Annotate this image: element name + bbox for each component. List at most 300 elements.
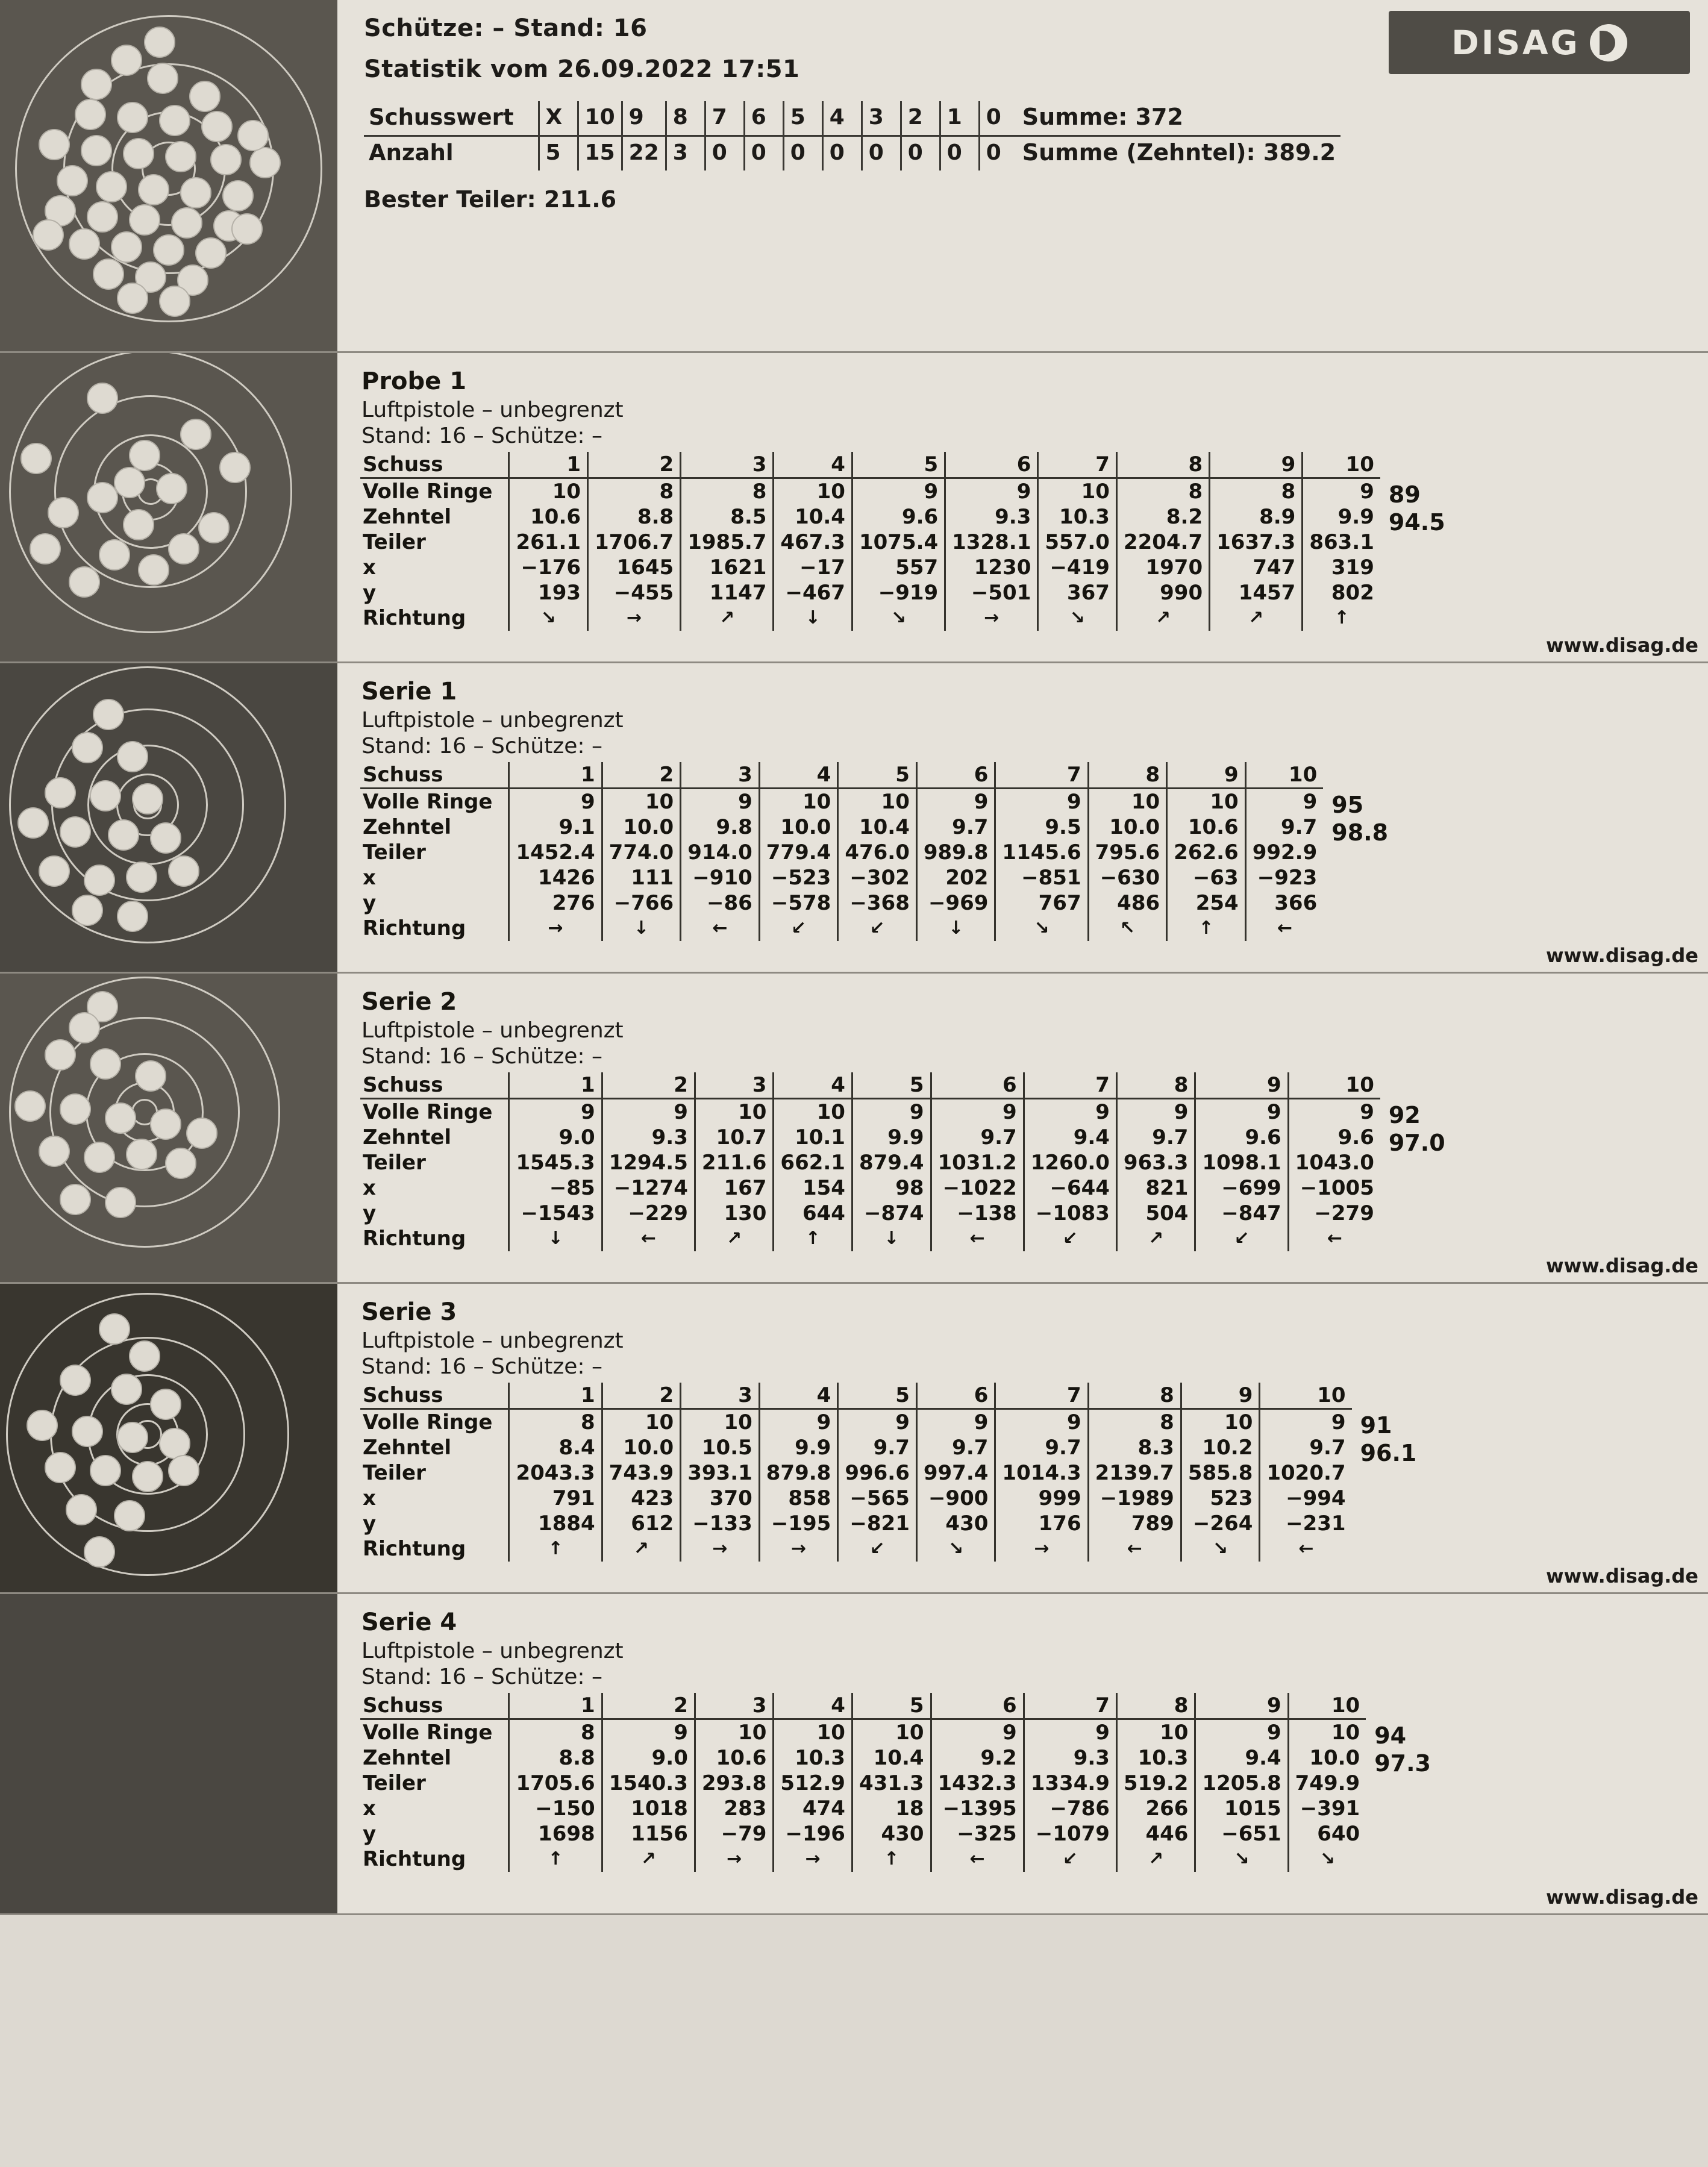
cell-y-coord-1: 276 bbox=[509, 890, 602, 916]
bullet-hole bbox=[81, 135, 112, 166]
bullet-hole bbox=[60, 1365, 91, 1396]
cell-teiler-7: 1145.6 bbox=[995, 840, 1088, 865]
cell-volle-ringe-8: 8 bbox=[1116, 478, 1209, 505]
cell-x-coord-5: −302 bbox=[838, 865, 917, 890]
cell-zehntel-10: 9.6 bbox=[1288, 1125, 1380, 1150]
cell-zehntel-4: 10.0 bbox=[759, 815, 838, 840]
cell-teiler-9: 262.6 bbox=[1167, 840, 1246, 865]
cell-zehntel-7: 9.7 bbox=[995, 1435, 1088, 1460]
schusswert-3: 8 bbox=[666, 101, 705, 136]
row-label-y-coord: y bbox=[363, 581, 377, 605]
cell-richtung-9: ↑ bbox=[1167, 916, 1246, 941]
cell-zehntel-3: 8.5 bbox=[681, 504, 774, 530]
cell-zehntel-1: 8.4 bbox=[509, 1435, 602, 1460]
cell-shot-number-1: 1 bbox=[509, 1693, 602, 1719]
anzahl-8: 0 bbox=[862, 136, 901, 171]
row-label-zehntel: Zehntel bbox=[363, 815, 452, 839]
cell-teiler-9: 1637.3 bbox=[1210, 530, 1303, 555]
series-sum-zehntel: 94.5 bbox=[1388, 509, 1445, 536]
cell-shot-number-4: 4 bbox=[759, 1383, 838, 1409]
cell-x-coord-8: 266 bbox=[1116, 1796, 1195, 1821]
cell-y-coord-6: −969 bbox=[916, 890, 995, 916]
row-label-y-coord: y bbox=[363, 891, 377, 915]
series-title: Serie 4 bbox=[361, 1609, 457, 1636]
cell-x-coord-7: −851 bbox=[995, 865, 1088, 890]
cell-y-coord-7: −1079 bbox=[1024, 1821, 1116, 1846]
cell-teiler-5: 879.4 bbox=[852, 1150, 931, 1175]
cell-x-coord-4: 474 bbox=[774, 1796, 852, 1821]
cell-y-coord-3: −86 bbox=[681, 890, 760, 916]
cell-zehntel-10: 10.0 bbox=[1288, 1745, 1366, 1771]
row-label-y-coord: y bbox=[363, 1822, 377, 1846]
bullet-hole bbox=[114, 1500, 145, 1531]
cell-x-coord-4: −17 bbox=[774, 555, 852, 580]
cell-teiler-1: 1705.6 bbox=[509, 1771, 602, 1796]
anzahl-5: 0 bbox=[744, 136, 783, 171]
cell-richtung-2: ↗ bbox=[602, 1536, 681, 1562]
series-title: Serie 1 bbox=[361, 678, 457, 705]
anzahl-10: 0 bbox=[940, 136, 979, 171]
row-label-y-coord: y bbox=[363, 1512, 377, 1536]
bullet-hole bbox=[123, 138, 154, 169]
cell-x-coord-10: −391 bbox=[1288, 1796, 1366, 1821]
bullet-hole bbox=[81, 69, 112, 100]
cell-richtung-10: ↑ bbox=[1303, 605, 1380, 631]
cell-richtung-2: ← bbox=[602, 1226, 695, 1251]
cell-shot-number-8: 8 bbox=[1116, 452, 1209, 478]
cell-x-coord-1: −85 bbox=[509, 1175, 602, 1201]
cell-y-coord-9: −847 bbox=[1195, 1201, 1288, 1226]
cell-x-coord-5: −565 bbox=[838, 1486, 917, 1511]
cell-volle-ringe-1: 9 bbox=[509, 789, 602, 815]
bullet-hole bbox=[72, 895, 103, 926]
table-row bbox=[360, 1125, 1380, 1150]
cell-volle-ringe-4: 9 bbox=[759, 1409, 838, 1436]
bullet-hole bbox=[150, 1109, 181, 1140]
series-info bbox=[337, 974, 1708, 1282]
cell-x-coord-4: −523 bbox=[759, 865, 838, 890]
cell-x-coord-8: 1970 bbox=[1116, 555, 1209, 580]
website-text: www.disag.de bbox=[1546, 1886, 1698, 1909]
bullet-hole bbox=[17, 807, 49, 839]
cell-teiler-5: 476.0 bbox=[838, 840, 917, 865]
bullet-hole bbox=[111, 45, 142, 76]
cell-richtung-7: ↙ bbox=[1024, 1226, 1116, 1251]
cell-volle-ringe-1: 10 bbox=[509, 478, 588, 505]
cell-teiler-6: 1328.1 bbox=[945, 530, 1038, 555]
row-label-teiler: Teiler bbox=[363, 840, 426, 865]
cell-volle-ringe-5: 10 bbox=[852, 1719, 931, 1746]
cell-volle-ringe-9: 8 bbox=[1210, 478, 1303, 505]
cell-volle-ringe-2: 10 bbox=[602, 789, 681, 815]
cell-volle-ringe-2: 9 bbox=[602, 1719, 695, 1746]
table-row bbox=[360, 452, 1380, 478]
cell-shot-number-1: 1 bbox=[509, 1072, 602, 1099]
schusswert-5: 6 bbox=[744, 101, 783, 136]
cell-richtung-9: ↘ bbox=[1195, 1846, 1288, 1872]
cell-zehntel-4: 10.3 bbox=[774, 1745, 852, 1771]
cell-shot-number-7: 7 bbox=[995, 762, 1088, 789]
cell-zehntel-4: 9.9 bbox=[759, 1435, 838, 1460]
cell-zehntel-5: 9.9 bbox=[852, 1125, 931, 1150]
bullet-hole bbox=[30, 533, 61, 564]
cell-y-coord-5: −874 bbox=[852, 1201, 931, 1226]
cell-shot-number-4: 4 bbox=[759, 762, 838, 789]
bullet-hole bbox=[249, 147, 281, 178]
cell-volle-ringe-4: 10 bbox=[774, 478, 852, 505]
cell-y-coord-6: −325 bbox=[931, 1821, 1024, 1846]
series-stand: Stand: 16 – Schütze: – bbox=[361, 1044, 602, 1069]
cell-volle-ringe-9: 10 bbox=[1181, 1409, 1260, 1436]
cell-x-coord-6: −1022 bbox=[931, 1175, 1024, 1201]
cell-volle-ringe-3: 9 bbox=[681, 789, 760, 815]
cell-zehntel-6: 9.7 bbox=[916, 1435, 995, 1460]
cell-x-coord-8: 821 bbox=[1116, 1175, 1195, 1201]
cell-teiler-2: 1706.7 bbox=[588, 530, 681, 555]
bullet-hole bbox=[144, 27, 175, 58]
cell-teiler-7: 1260.0 bbox=[1024, 1150, 1116, 1175]
cell-zehntel-10: 9.9 bbox=[1303, 504, 1380, 530]
cell-teiler-9: 1205.8 bbox=[1195, 1771, 1288, 1796]
cell-shot-number-1: 1 bbox=[509, 1383, 602, 1409]
bullet-hole bbox=[123, 509, 154, 540]
cell-y-coord-6: 430 bbox=[916, 1511, 995, 1536]
cell-richtung-1: ↑ bbox=[509, 1536, 602, 1562]
table-row bbox=[360, 815, 1323, 840]
cell-volle-ringe-7: 9 bbox=[995, 1409, 1088, 1436]
table-row bbox=[364, 101, 1340, 136]
table-row bbox=[364, 136, 1340, 171]
series-band bbox=[0, 1284, 1708, 1594]
row-label-shot-number: Schuss bbox=[360, 452, 509, 478]
cell-volle-ringe-10: 10 bbox=[1288, 1719, 1366, 1746]
cell-teiler-10: 992.9 bbox=[1245, 840, 1323, 865]
bullet-hole bbox=[135, 1060, 166, 1092]
table-row bbox=[360, 1511, 1352, 1536]
cell-zehntel-3: 10.5 bbox=[681, 1435, 760, 1460]
cell-volle-ringe-9: 9 bbox=[1195, 1099, 1288, 1125]
cell-shot-number-10: 10 bbox=[1260, 1383, 1352, 1409]
cell-volle-ringe-7: 9 bbox=[995, 789, 1088, 815]
row-label-zehntel: Zehntel bbox=[363, 1125, 452, 1149]
bullet-hole bbox=[20, 443, 52, 474]
schusswert-8: 3 bbox=[862, 101, 901, 136]
cell-x-coord-9: 747 bbox=[1210, 555, 1303, 580]
series-sum-ringe: 92 bbox=[1388, 1102, 1421, 1128]
anzahl-11: 0 bbox=[979, 136, 1018, 171]
cell-volle-ringe-5: 10 bbox=[838, 789, 917, 815]
bullet-hole bbox=[165, 1148, 196, 1179]
table-row bbox=[360, 789, 1323, 815]
cell-zehntel-2: 9.3 bbox=[602, 1125, 695, 1150]
schusswert-0: X bbox=[539, 101, 578, 136]
table-row bbox=[360, 1201, 1380, 1226]
cell-teiler-7: 557.0 bbox=[1038, 530, 1117, 555]
bullet-hole bbox=[168, 855, 199, 887]
series-stand: Stand: 16 – Schütze: – bbox=[361, 734, 602, 758]
cell-volle-ringe-10: 9 bbox=[1260, 1409, 1352, 1436]
cell-shot-number-3: 3 bbox=[681, 1383, 760, 1409]
cell-shot-number-6: 6 bbox=[916, 1383, 995, 1409]
table-row bbox=[360, 1846, 1366, 1872]
bullet-hole bbox=[159, 105, 190, 136]
cell-x-coord-4: 858 bbox=[759, 1486, 838, 1511]
cell-volle-ringe-4: 10 bbox=[774, 1719, 852, 1746]
cell-zehntel-5: 9.6 bbox=[852, 504, 945, 530]
cell-shot-number-2: 2 bbox=[602, 1693, 695, 1719]
schusswert-11: 0 bbox=[979, 101, 1018, 136]
series-band bbox=[0, 663, 1708, 974]
cell-richtung-1: ↓ bbox=[509, 1226, 602, 1251]
series-info bbox=[337, 1594, 1708, 1913]
cell-shot-number-2: 2 bbox=[588, 452, 681, 478]
bullet-hole bbox=[147, 63, 178, 94]
cell-y-coord-5: −368 bbox=[838, 890, 917, 916]
cell-zehntel-7: 9.4 bbox=[1024, 1125, 1116, 1150]
anzahl-1: 15 bbox=[578, 136, 622, 171]
cell-x-coord-3: −910 bbox=[681, 865, 760, 890]
cell-y-coord-7: 176 bbox=[995, 1511, 1088, 1536]
cell-y-coord-3: −79 bbox=[695, 1821, 774, 1846]
cell-y-coord-8: 486 bbox=[1088, 890, 1167, 916]
cell-zehntel-10: 9.7 bbox=[1260, 1435, 1352, 1460]
cell-teiler-5: 996.6 bbox=[838, 1460, 917, 1486]
cell-zehntel-8: 10.0 bbox=[1088, 815, 1167, 840]
cell-richtung-9: ↘ bbox=[1181, 1536, 1260, 1562]
cell-x-coord-6: 202 bbox=[916, 865, 995, 890]
table-row bbox=[360, 1435, 1352, 1460]
cell-zehntel-3: 10.7 bbox=[695, 1125, 774, 1150]
table-row bbox=[360, 605, 1380, 631]
cell-volle-ringe-6: 9 bbox=[916, 1409, 995, 1436]
row-label-volle-ringe: Volle Ringe bbox=[363, 480, 493, 504]
bullet-hole bbox=[108, 819, 139, 851]
cell-zehntel-9: 10.2 bbox=[1181, 1435, 1260, 1460]
cell-richtung-3: ↗ bbox=[695, 1226, 774, 1251]
series-shot-table bbox=[360, 452, 1380, 631]
row-label-volle-ringe: Volle Ringe bbox=[363, 1100, 493, 1124]
schusswert-9: 2 bbox=[901, 101, 940, 136]
bullet-hole bbox=[168, 533, 199, 564]
row-label-teiler: Teiler bbox=[363, 530, 426, 554]
cell-y-coord-4: −196 bbox=[774, 1821, 852, 1846]
bullet-hole bbox=[90, 1048, 121, 1080]
cell-teiler-7: 1014.3 bbox=[995, 1460, 1088, 1486]
table-row bbox=[360, 890, 1323, 916]
cell-richtung-6: ← bbox=[931, 1226, 1024, 1251]
cell-shot-number-9: 9 bbox=[1210, 452, 1303, 478]
cell-shot-number-6: 6 bbox=[931, 1072, 1024, 1099]
cell-richtung-6: ↘ bbox=[916, 1536, 995, 1562]
series-discipline: Luftpistole – unbegrenzt bbox=[361, 1018, 624, 1043]
table-row bbox=[360, 762, 1323, 789]
bullet-hole bbox=[156, 473, 187, 504]
cell-teiler-4: 662.1 bbox=[774, 1150, 852, 1175]
cell-volle-ringe-1: 9 bbox=[509, 1099, 602, 1125]
cell-zehntel-2: 8.8 bbox=[588, 504, 681, 530]
cell-richtung-9: ↙ bbox=[1195, 1226, 1288, 1251]
cell-y-coord-4: −195 bbox=[759, 1511, 838, 1536]
row-label-volle-ringe: Volle Ringe bbox=[363, 790, 493, 814]
row-label-richtung: Richtung bbox=[363, 916, 466, 940]
cell-teiler-3: 211.6 bbox=[695, 1150, 774, 1175]
cell-volle-ringe-10: 9 bbox=[1245, 789, 1323, 815]
bullet-hole bbox=[219, 452, 251, 483]
cell-y-coord-7: 767 bbox=[995, 890, 1088, 916]
cell-volle-ringe-5: 9 bbox=[852, 478, 945, 505]
bullet-hole bbox=[72, 732, 103, 763]
bullet-hole bbox=[45, 1039, 76, 1071]
bullet-hole bbox=[90, 780, 121, 811]
cell-richtung-2: → bbox=[588, 605, 681, 631]
series-info bbox=[337, 353, 1708, 661]
anzahl-7: 0 bbox=[822, 136, 862, 171]
cell-richtung-7: → bbox=[995, 1536, 1088, 1562]
cell-shot-number-6: 6 bbox=[931, 1693, 1024, 1719]
series-sum-ringe: 89 bbox=[1388, 481, 1421, 508]
cell-y-coord-9: −651 bbox=[1195, 1821, 1288, 1846]
bullet-hole bbox=[138, 174, 169, 205]
row-label-volle-ringe: Volle Ringe bbox=[363, 1410, 493, 1434]
series-totals bbox=[1389, 452, 1445, 536]
series-title: Serie 2 bbox=[361, 988, 457, 1016]
anzahl-2: 22 bbox=[622, 136, 666, 171]
series-sum-ringe: 94 bbox=[1374, 1722, 1407, 1749]
series-sum-zehntel: 97.0 bbox=[1388, 1130, 1445, 1156]
bester-teiler: Bester Teiler: 211.6 bbox=[364, 186, 617, 213]
table-row bbox=[360, 1796, 1366, 1821]
bullet-hole bbox=[33, 219, 64, 251]
cell-y-coord-9: 1457 bbox=[1210, 580, 1303, 605]
cell-volle-ringe-8: 10 bbox=[1088, 789, 1167, 815]
cell-volle-ringe-9: 10 bbox=[1167, 789, 1246, 815]
cell-richtung-7: ↘ bbox=[1038, 605, 1117, 631]
cell-teiler-7: 1334.9 bbox=[1024, 1771, 1116, 1796]
table-row bbox=[360, 916, 1323, 941]
bullet-hole bbox=[111, 1374, 142, 1405]
cell-zehntel-9: 9.4 bbox=[1195, 1745, 1288, 1771]
table-row bbox=[360, 865, 1323, 890]
series-totals bbox=[1374, 1693, 1431, 1777]
bullet-hole bbox=[168, 1455, 199, 1486]
summary-target-image bbox=[0, 0, 337, 351]
cell-y-coord-4: −467 bbox=[774, 580, 852, 605]
series-info bbox=[337, 1284, 1708, 1592]
series-shot-table bbox=[360, 762, 1323, 941]
cell-teiler-3: 393.1 bbox=[681, 1460, 760, 1486]
cell-shot-number-7: 7 bbox=[1024, 1693, 1116, 1719]
cell-zehntel-2: 9.0 bbox=[602, 1745, 695, 1771]
series-title: Serie 3 bbox=[361, 1298, 457, 1326]
cell-y-coord-8: 446 bbox=[1116, 1821, 1195, 1846]
bullet-hole bbox=[72, 1416, 103, 1447]
row-label-zehntel: Zehntel bbox=[363, 1746, 452, 1770]
cell-shot-number-2: 2 bbox=[602, 762, 681, 789]
row-label-shot-number: Schuss bbox=[360, 1072, 509, 1099]
cell-volle-ringe-10: 9 bbox=[1288, 1099, 1380, 1125]
row-label-volle-ringe: Volle Ringe bbox=[363, 1721, 493, 1745]
cell-richtung-6: → bbox=[945, 605, 1038, 631]
series-sum-zehntel: 97.3 bbox=[1374, 1750, 1431, 1777]
bullet-hole bbox=[45, 777, 76, 808]
series-totals bbox=[1389, 1072, 1445, 1157]
cell-richtung-3: → bbox=[695, 1846, 774, 1872]
cell-y-coord-8: 504 bbox=[1116, 1201, 1195, 1226]
bullet-hole bbox=[87, 482, 118, 513]
cell-shot-number-10: 10 bbox=[1288, 1693, 1366, 1719]
cell-x-coord-10: 319 bbox=[1303, 555, 1380, 580]
row-label-x-coord: x bbox=[363, 866, 376, 890]
cell-volle-ringe-8: 9 bbox=[1116, 1099, 1195, 1125]
schusswert-6: 5 bbox=[783, 101, 822, 136]
bullet-hole bbox=[126, 1139, 157, 1170]
series-target-image bbox=[0, 1594, 337, 1913]
cell-richtung-2: ↓ bbox=[602, 916, 681, 941]
cell-y-coord-5: −919 bbox=[852, 580, 945, 605]
disag-logo-text: DISAG bbox=[1451, 23, 1580, 62]
row-label-teiler: Teiler bbox=[363, 1151, 426, 1175]
bullet-hole bbox=[180, 419, 211, 450]
bullet-hole bbox=[60, 816, 91, 848]
table-row bbox=[360, 1486, 1352, 1511]
cell-richtung-10: ← bbox=[1288, 1226, 1380, 1251]
cell-y-coord-3: 1147 bbox=[681, 580, 774, 605]
cell-y-coord-1: −1543 bbox=[509, 1201, 602, 1226]
cell-x-coord-7: −644 bbox=[1024, 1175, 1116, 1201]
cell-teiler-3: 914.0 bbox=[681, 840, 760, 865]
series-band bbox=[0, 1594, 1708, 1915]
bullet-hole bbox=[69, 566, 100, 598]
series-stand: Stand: 16 – Schütze: – bbox=[361, 1354, 602, 1379]
cell-volle-ringe-10: 9 bbox=[1303, 478, 1380, 505]
bullet-hole bbox=[195, 237, 227, 269]
cell-y-coord-7: −1083 bbox=[1024, 1201, 1116, 1226]
cell-volle-ringe-3: 10 bbox=[695, 1099, 774, 1125]
table-row bbox=[360, 504, 1380, 530]
cell-teiler-2: 1540.3 bbox=[602, 1771, 695, 1796]
cell-x-coord-3: 283 bbox=[695, 1796, 774, 1821]
cell-shot-number-8: 8 bbox=[1088, 1383, 1181, 1409]
series-target-image bbox=[0, 353, 337, 661]
bullet-hole bbox=[87, 201, 118, 233]
cell-teiler-5: 1075.4 bbox=[852, 530, 945, 555]
series-shot-table bbox=[360, 1072, 1380, 1251]
cell-volle-ringe-2: 9 bbox=[602, 1099, 695, 1125]
cell-x-coord-2: 423 bbox=[602, 1486, 681, 1511]
bullet-hole bbox=[210, 144, 242, 175]
series-shot-table bbox=[360, 1693, 1366, 1872]
cell-x-coord-7: 999 bbox=[995, 1486, 1088, 1511]
table-row bbox=[360, 1150, 1380, 1175]
table-row bbox=[360, 1693, 1366, 1719]
cell-x-coord-8: −1989 bbox=[1088, 1486, 1181, 1511]
row-label-teiler: Teiler bbox=[363, 1771, 426, 1795]
cell-teiler-6: 1432.3 bbox=[931, 1771, 1024, 1796]
row-label-teiler: Teiler bbox=[363, 1461, 426, 1485]
cell-x-coord-3: 370 bbox=[681, 1486, 760, 1511]
cell-teiler-8: 963.3 bbox=[1116, 1150, 1195, 1175]
cell-zehntel-6: 9.2 bbox=[931, 1745, 1024, 1771]
anzahl-9: 0 bbox=[901, 136, 940, 171]
series-sum-ringe: 91 bbox=[1360, 1412, 1392, 1439]
series-target-image bbox=[0, 974, 337, 1282]
bullet-hole bbox=[171, 207, 202, 239]
bullet-hole bbox=[105, 1102, 136, 1134]
cell-richtung-6: ↓ bbox=[916, 916, 995, 941]
cell-x-coord-9: −63 bbox=[1167, 865, 1246, 890]
cell-teiler-9: 1098.1 bbox=[1195, 1150, 1288, 1175]
table-row bbox=[360, 1460, 1352, 1486]
